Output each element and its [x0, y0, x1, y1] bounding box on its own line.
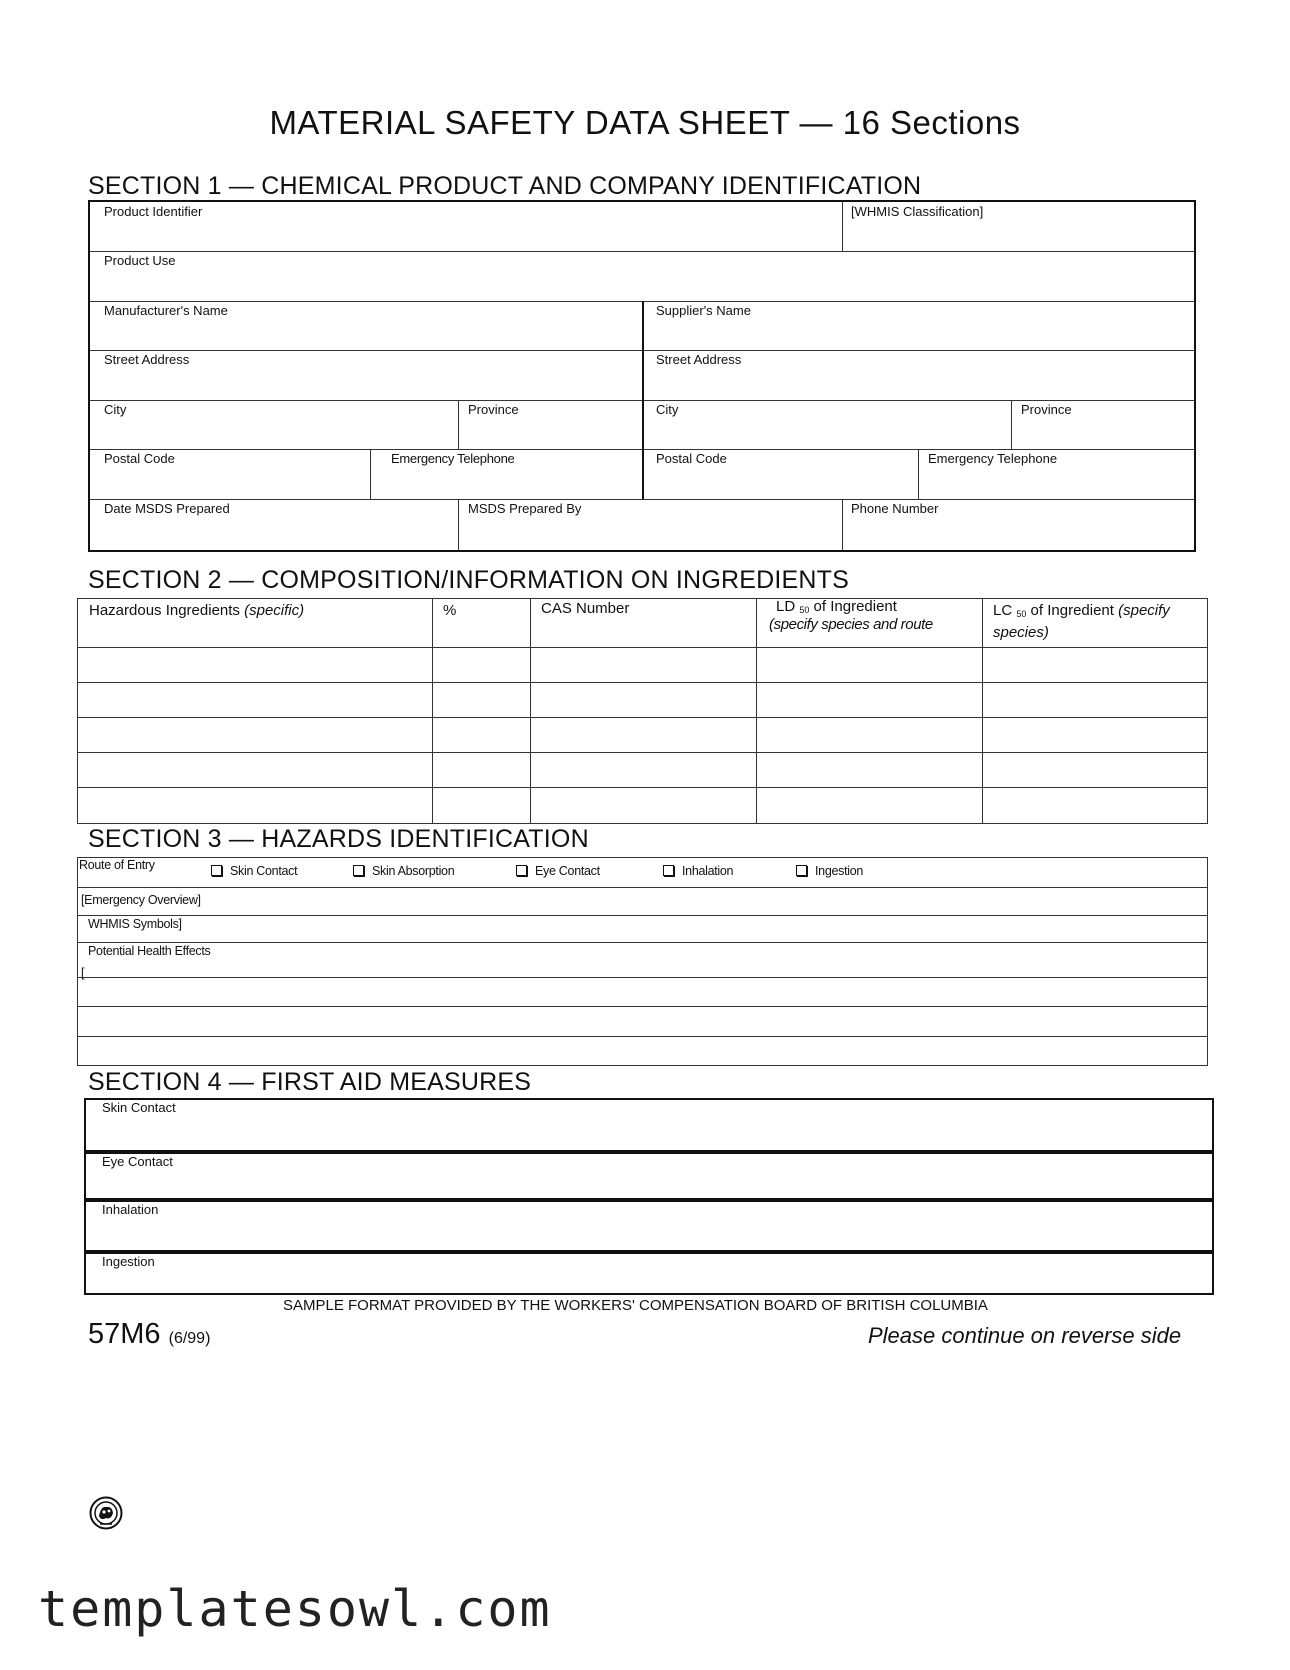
first-aid-inhalation-label: Inhalation [102, 1202, 159, 1217]
manufacturer-street-address-field[interactable]: Street Address [104, 352, 190, 367]
msds-prepared-by-field[interactable]: MSDS Prepared By [468, 501, 582, 516]
product-identifier-field[interactable]: Product Identifier [104, 204, 203, 219]
wcb-logo-icon [89, 1496, 123, 1530]
col-hazardous-ingredients: Hazardous Ingredients (specific) [89, 602, 305, 619]
route-skin-contact-checkbox[interactable]: Skin Contact [211, 864, 297, 878]
col-ld50-note: (specify species and route [769, 616, 933, 633]
whmis-classification-field[interactable]: [WHMIS Classification] [851, 204, 984, 219]
first-aid-skin-contact-field[interactable] [84, 1098, 1214, 1152]
supplier-name-field[interactable]: Supplier's Name [656, 303, 751, 318]
section-3-heading: SECTION 3 — HAZARDS IDENTIFICATION [88, 825, 589, 853]
first-aid-eye-contact-label: Eye Contact [102, 1154, 173, 1169]
whmis-symbols-field[interactable]: WHMIS Symbols] [88, 917, 182, 931]
form-number: 57M6 (6/99) [88, 1318, 211, 1350]
col-lc50-note: species) [993, 624, 1049, 641]
checkbox-icon [516, 865, 527, 876]
first-aid-ingestion-label: Ingestion [102, 1254, 155, 1269]
supplier-emergency-telephone-field[interactable]: Emergency Telephone [928, 451, 1058, 466]
checkbox-icon [796, 865, 807, 876]
product-use-field[interactable]: Product Use [104, 253, 176, 268]
manufacturer-city-field[interactable]: City [104, 402, 127, 417]
watermark-text: templatesowl.com [38, 1580, 552, 1638]
route-inhalation-checkbox[interactable]: Inhalation [663, 864, 733, 878]
table-row[interactable] [78, 788, 1207, 823]
section-2-heading: SECTION 2 — COMPOSITION/INFORMATION ON INGREDIENTS [88, 566, 849, 594]
table-row[interactable] [78, 753, 1207, 787]
document-title: MATERIAL SAFETY DATA SHEET — 16 Sections [269, 104, 1021, 141]
manufacturer-name-field[interactable]: Manufacturer's Name [104, 303, 228, 318]
section-1-heading: SECTION 1 — CHEMICAL PRODUCT AND COMPANY IDENTIFICATION [88, 172, 922, 200]
first-aid-eye-contact-field[interactable] [84, 1152, 1214, 1200]
supplier-postal-code-field[interactable]: Postal Code [656, 451, 727, 466]
checkbox-icon [211, 865, 222, 876]
table-row[interactable] [78, 718, 1207, 752]
continue-note: Please continue on reverse side [868, 1323, 1182, 1348]
checkbox-icon [663, 865, 674, 876]
table-row[interactable] [78, 683, 1207, 717]
manufacturer-postal-code-field[interactable]: Postal Code [104, 451, 175, 466]
first-aid-ingestion-field[interactable] [84, 1252, 1214, 1295]
emergency-overview-field[interactable]: [Emergency Overview] [81, 893, 201, 907]
section-4-heading: SECTION 4 — FIRST AID MEASURES [88, 1068, 532, 1096]
manufacturer-province-field[interactable]: Province [468, 402, 519, 417]
hazards-table [77, 857, 1208, 1066]
table-row[interactable] [78, 648, 1207, 682]
bracket-mark: [ [81, 966, 85, 980]
col-ld50: LD $_{50}$ of Ingredient [776, 598, 897, 615]
col-cas-number: CAS Number [541, 600, 630, 617]
ingredients-table [77, 598, 1208, 824]
potential-health-effects-field[interactable]: Potential Health Effects [88, 944, 211, 958]
col-lc50: LC $_{50}$ of Ingredient (specify [993, 602, 1170, 619]
sample-format-note: SAMPLE FORMAT PROVIDED BY THE WORKERS' COMPENSATION BOARD OF BRITISH COLUMBIA [283, 1297, 988, 1314]
first-aid-inhalation-field[interactable] [84, 1200, 1214, 1252]
first-aid-skin-contact-label: Skin Contact [102, 1100, 176, 1115]
route-eye-contact-checkbox[interactable]: Eye Contact [516, 864, 600, 878]
route-of-entry-label: Route of Entry [79, 858, 155, 872]
supplier-street-address-field[interactable]: Street Address [656, 352, 742, 367]
route-ingestion-checkbox[interactable]: Ingestion [796, 864, 863, 878]
checkbox-icon [353, 865, 364, 876]
route-skin-absorption-checkbox[interactable]: Skin Absorption [353, 864, 454, 878]
manufacturer-emergency-telephone-field[interactable]: Emergency Telephone [391, 451, 515, 466]
phone-number-field[interactable]: Phone Number [851, 501, 939, 516]
date-msds-prepared-field[interactable]: Date MSDS Prepared [104, 501, 230, 516]
supplier-city-field[interactable]: City [656, 402, 679, 417]
section-1-form [88, 200, 1196, 552]
supplier-province-field[interactable]: Province [1021, 402, 1072, 417]
col-percent: % [443, 602, 457, 619]
